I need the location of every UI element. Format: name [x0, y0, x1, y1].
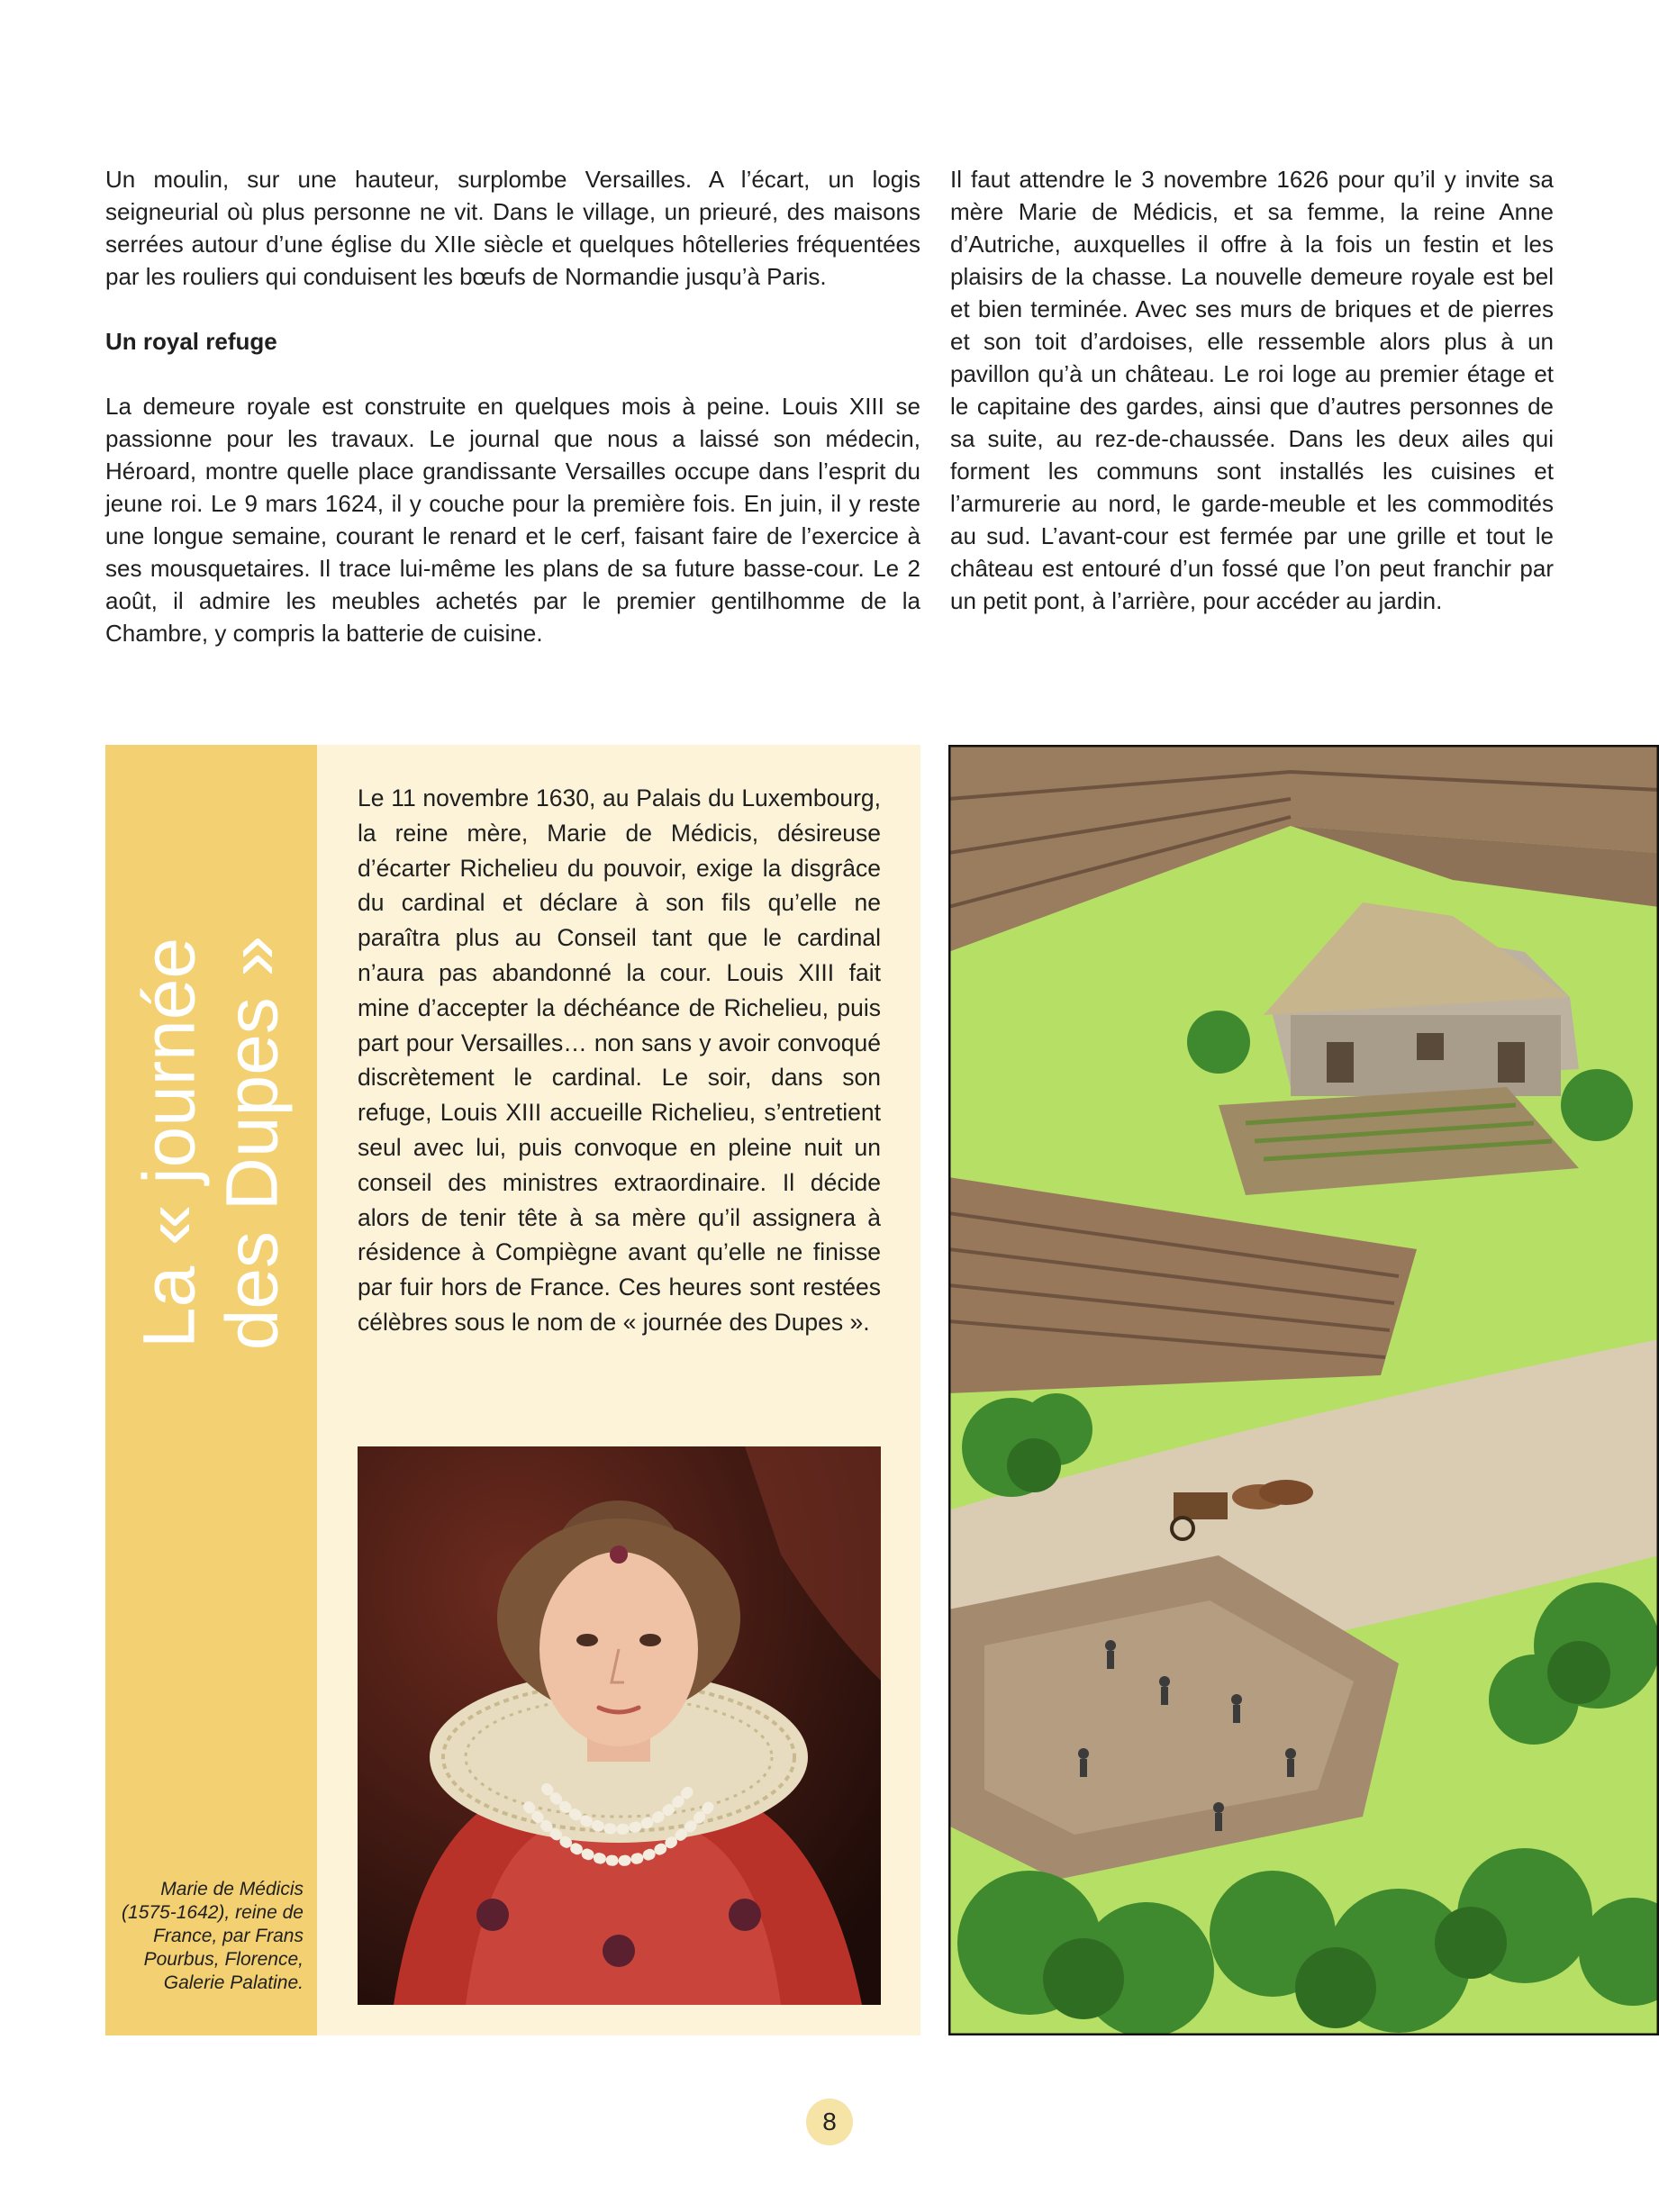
sidebar-title-line-1: La « journée	[128, 938, 210, 1348]
sidebar-title	[105, 891, 317, 1395]
village-illustration	[948, 745, 1659, 2035]
right-paragraph-1: Il faut attendre le 3 novembre 1626 pour qu’il y invite sa mère Marie de Médicis, et sa femme, la reine Anne d’Autriche, auxquelles il offre à la fois un festin et les plaisirs de la chasse. La nouvelle demeure royale est bel et bien terminée. Avec ses murs de briques et de pierres et son toit d’ardoises, elle ressemble alors plus à un pavillon qu’à un château. Le roi loge au premier étage et le capitaine des gardes, ainsi que d’autres personnes de sa suite, au rez-de-chaussée. Dans les deux ailes qui forment les communs sont installés les cuisines et l’armurerie au nord, le garde-meuble et les commodités au sud. L’avant-cour est fermée par une grille et tout le château est entouré d’un fossé que l’on peut franchir par un petit pont, à l’arrière, pour accéder au jardin.	[950, 166, 1554, 614]
left-paragraph-2: La demeure royale est construite en quelques mois à peine. Louis XIII se passionne pour les travaux. Le journal que nous a laissé son médecin, Héroard, montre quelle place grandissante Versailles occupe dans l’esprit du jeune roi. Le 9 mars 1624, il y couche pour la première fois. En juin, il y reste une longue semaine, courant le renard et le cerf, faisant faire de l’exercice à ses mousquetaires. Il trace lui-même les plans de sa future basse-cour. Le 2 août, il admire les meubles achetés par le premier gentilhomme de la Chambre, y compris la batterie de cuisine.	[105, 393, 920, 647]
portrait-caption: Marie de Médicis (1575-1642), reine de France, par Frans Pourbus, Florence, Galerie Palatine.	[122, 1879, 304, 1993]
sidebar-text: Le 11 novembre 1630, au Palais du Luxembourg, la reine mère, Marie de Médicis, désireuse d’écarter Richelieu du pouvoir, exige la disgrâce du cardinal et déclare à son fils qu’elle ne paraîtra plus au Conseil tant que le cardinal n’aura pas abandonné la cour. Louis XIII fait mine d’accepter la déchéance de Richelieu, puis part pour Versailles… non sans y avoir convoqué discrètement le cardinal. Le soir, dans son refuge, Louis XIII accueille Richelieu, s’entretient seul avec lui, puis convoque en pleine nuit un conseil des ministres extraordinaire. Il décide alors de tenir tête à sa mère qu’il assignera à résidence à Compiègne avant qu’elle ne finisse par fuir hors de France. Ces heures sont restées célèbres sous le nom de « journée des Dupes ».	[358, 784, 881, 1336]
left-paragraph-1: Un moulin, sur une hauteur, surplombe Versailles. A l’écart, un logis seigneurial où plus personne ne vit. Dans le village, un prieuré, des maisons serrées autour d’une église du XIIe siècle et quelques hôtelleries fréquentées par les rouliers qui conduisent les bœufs de Normandie jusqu’à Paris.	[105, 166, 920, 290]
portrait-image	[358, 1446, 881, 2005]
left-text-column	[105, 163, 920, 649]
right-text-column	[950, 163, 1554, 617]
page-number: 8	[806, 2099, 853, 2145]
section-subheading: Un royal refuge	[105, 328, 277, 355]
sidebar-box	[105, 745, 920, 2035]
sidebar-title-line-2: des Dupes »	[211, 935, 293, 1351]
